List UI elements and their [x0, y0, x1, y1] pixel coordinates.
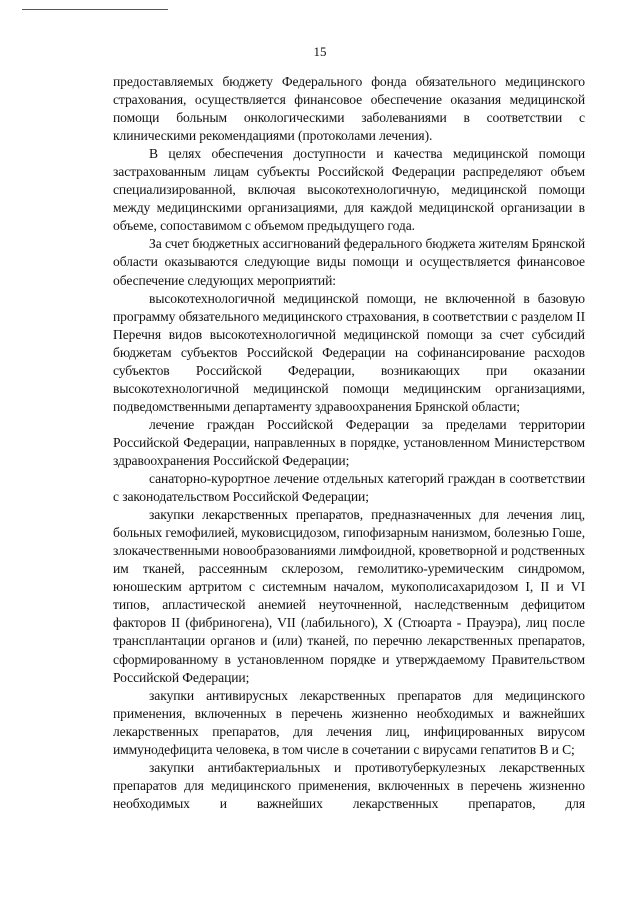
paragraph: закупки антибактериальных и противотуберкулезных лекарственных препаратов для медицинского применения, включенных в перечень жизненно необходимых и важнейших лекарственных препаратов, для [113, 759, 585, 811]
scan-artifact-line [22, 9, 162, 10]
page-number: 15 [313, 44, 327, 59]
paragraph: предоставляемых бюджету Федерального фонда обязательного медицинского страхования, осуществляется финансовое обеспечение оказания медицинской помощи больным онкологическими заболеваниями в соответствии с клиническими рекомендациями (протоколами лечения). [113, 74, 585, 144]
paragraph: высокотехнологичной медицинской помощи, не включенной в базовую программу обязательного медицинского страхования, в соответствии с разделом II Перечня видов высокотехнологичной медицинской помощи за счет субсидий бюджетам субъектов Российской Федерации на софинансирование расходов субъектов Российской Федерации, возникающих при оказании высокотехнологичной медицинской помощи медицинским организациями, подведомственными департаменту здравоохранения Брянской области; [113, 290, 585, 414]
paragraph: лечение граждан Российской Федерации за пределами территории Российской Федерации, направленных в порядке, установленном Министерством здравоохранения Российской Федерации; [113, 416, 585, 468]
document-body [113, 73, 585, 813]
paragraph: В целях обеспечения доступности и качества медицинской помощи застрахованным лицам субъекты Российской Федерации распределяют объем специализированной, включая высокотехнологичную, медицинской помощи между медицинскими организациями, для каждой медицинской организации в объеме, сопоставимом с объемом предыдущего года. [113, 146, 585, 234]
paragraph: За счет бюджетных ассигнований федерального бюджета жителям Брянской области оказываются следующие виды помощи и осуществляется финансовое обеспечение следующих мероприятий: [113, 236, 585, 288]
paragraph: санаторно-курортное лечение отдельных категорий граждан в соответствии с законодательством Российской Федерации; [113, 471, 585, 505]
paragraph: закупки антивирусных лекарственных препаратов для медицинского применения, включенных в перечень жизненно необходимых и важнейших лекарственных препаратов, для лечения лиц, инфицированных вирусом иммунодефицита человека, в том числе в сочетании с вирусами гепатитов B и C; [113, 687, 585, 757]
scan-artifact-line [162, 9, 168, 10]
paragraph: закупки лекарственных препаратов, предназначенных для лечения лиц, больных гемофилией, муковисцидозом, гипофизарным нанизмом, болезнью Гоше, злокачественными новообразованиями лимфоидной, кроветворной и родственных им тканей, рассеянным склерозом, гемолитико-уремическим синдромом, юношеским артритом с системным началом, мукополисахаридозом I, II и VI типов, апластической анемией неуточненной, наследственным дефицитом факторов II (фибриногена), VII (лабильного), X (Стюарта - Прауэра), лиц после трансплантации органов и (или) тканей, по перечню лекарственных препаратов, сформированному в установленном порядке и утверждаемому Правительством Российской Федерации; [113, 507, 585, 685]
